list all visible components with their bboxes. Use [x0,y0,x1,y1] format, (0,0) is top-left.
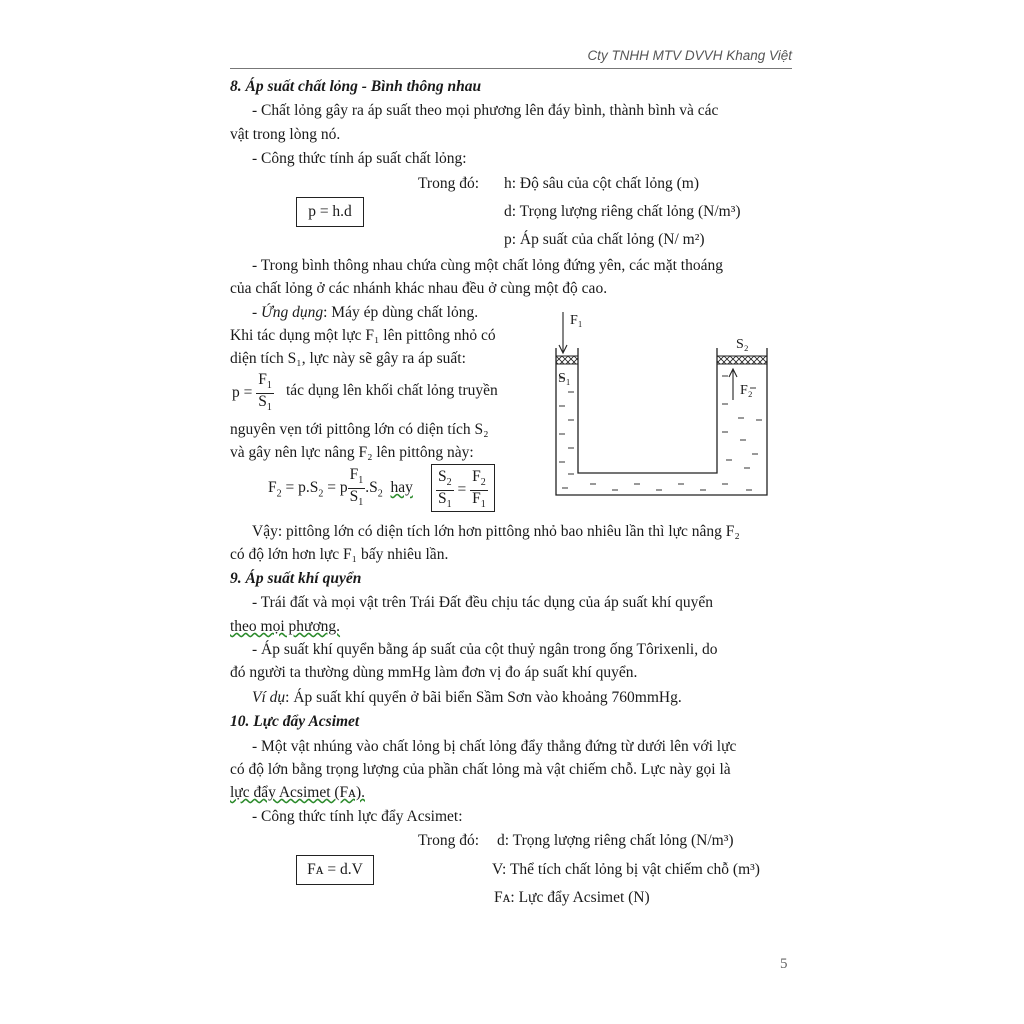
s8-app3: diện tích S₁, lực này sẽ gây ra áp suất: [230,350,466,367]
label-s2: S₂ [736,337,749,352]
s8-app1: - Ứng dụng: Máy ép dùng chất lỏng. [252,304,479,321]
header-rule [230,68,792,69]
s9-p2b: đó người ta thường dùng mmHg làm đơn vị đo áp suất khí quyển. [230,664,638,681]
vessel-outline [556,348,767,495]
label-s1: S₁ [558,371,571,386]
s10-p1b: có độ lớn bằng trọng lượng của phần chất lỏng mà vật chiếm chỗ. Lực này gọi là [230,761,731,778]
app-label: Ứng dụng [261,304,324,321]
example-label: Ví dụ [252,689,286,706]
s8-def-p: p: Áp suất của chất lỏng (N/ m²) [504,231,705,248]
s8-def-d: d: Trọng lượng riêng chất lỏng (N/m³) [504,203,741,220]
s8-p2: - Công thức tính áp suất chất lỏng: [252,150,467,167]
example-rest: : Áp suất khí quyển ở bãi biển Sầm Sơn vào khoảng 760mmHg. [285,689,682,706]
formula-box-pressure [296,197,364,227]
s8-p3a: - Trong bình thông nhau chứa cùng một chất lỏng đứng yên, các mặt thoáng [252,257,723,274]
formula-box-archimedes [296,855,374,885]
s8-concl-b: có độ lớn hơn lực F₁ bấy nhiêu lần. [230,546,449,563]
s9-p1b: theo mọi phương. [230,618,341,635]
app-rest: : Máy ép dùng chất lỏng. [323,304,479,321]
s8-app5: nguyên vẹn tới pittông lớn có diện tích S₂ [230,421,489,438]
s8-app2: Khi tác dụng một lực F₁ lên pittông nhỏ có [230,327,496,344]
s10-p1a: - Một vật nhúng vào chất lỏng bị chất lỏng đẩy thẳng đứng từ dưới lên với lực [252,738,737,755]
section-9-title: 9. Áp suất khí quyển [230,570,362,587]
s9-p1a: - Trái đất và mọi vật trên Trái Đất đều chịu tác dụng của áp suất khí quyển [252,594,714,611]
s8-where: Trong đó: [418,175,480,192]
label-f2: F₂ [740,383,753,398]
s10-def-V: V: Thể tích chất lỏng bị vật chiếm chỗ (m³) [492,861,760,878]
header-company: Cty TNHH MTV DVVH Khang Việt [587,48,792,63]
s8-p3b: của chất lỏng ở các nhánh khác nhau đều ở cùng một độ cao. [230,280,608,297]
s10-p1c: lực đẩy Acsimet (Fᴀ). [230,784,365,801]
label-f1: F₁ [570,313,583,328]
formula-box-ratio [431,464,495,512]
formula-archimedes: Fᴀ = d.V [307,861,363,878]
formula-p-f1-s1: p = $\frac{F_1}{S_1}$ [232,371,272,414]
word-hay: hay [390,479,413,497]
s10-def-d: d: Trọng lượng riêng chất lỏng (N/m³) [497,832,734,849]
s8-app4: tác dụng lên khối chất lỏng truyền [286,382,498,399]
s8-app6: và gây nên lực nâng F₂ lên pittông này: [230,444,474,461]
s10-p2: - Công thức tính lực đẩy Acsimet: [252,808,463,825]
s10-def-F: Fᴀ: Lực đẩy Acsimet (N) [494,889,650,906]
formula-ratio: $\frac{S_2}{S_1}$ = $\frac{F_2}{F_1}$ [438,468,486,511]
s10-where: Trong đó: [418,832,480,849]
formula-f2: $F_2 = p.S_2 = p$ $\frac{F_1}{S_1}$ $.S_2$ hay [268,466,413,509]
section-10-title: 10. Lực đẩy Acsimet [230,713,360,730]
s9-example [252,689,682,707]
large-piston [717,356,767,364]
s8-concl-a: Vậy: pittông lớn có diện tích lớn hơn pittông nhỏ bao nhiêu lần thì lực nâng F₂ [252,523,740,540]
s8-p1b: vật trong lòng nó. [230,126,341,143]
formula-pressure: p = h.d [308,203,352,220]
s8-p1a: - Chất lỏng gây ra áp suất theo mọi phương lên đáy bình, thành bình và các [252,102,719,119]
s8-def-h: h: Độ sâu của cột chất lỏng (m) [504,175,699,192]
s9-p2a: - Áp suất khí quyển bằng áp suất của cột thuỷ ngân trong ống Tôrixenli, do [252,641,718,658]
hydraulic-press-diagram [550,308,772,498]
section-8-title: 8. Áp suất chất lỏng - Bình thông nhau [230,78,482,95]
page-number: 5 [780,956,788,972]
small-piston [556,356,578,364]
